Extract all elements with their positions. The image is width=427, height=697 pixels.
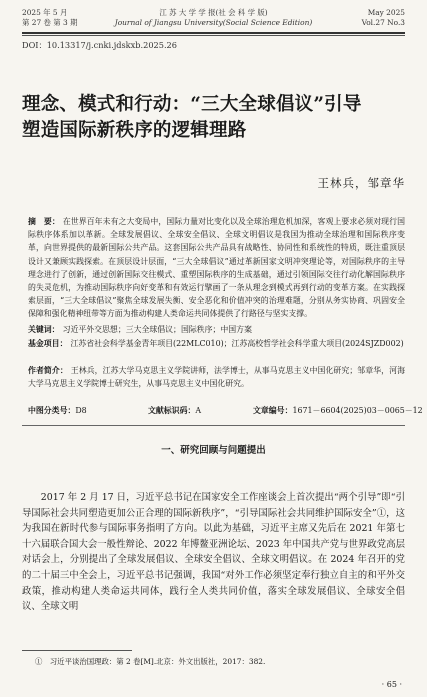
page-number: · 65 · (381, 680, 402, 689)
header-rule-thick (22, 32, 405, 34)
journal-issue-header (362, 8, 405, 28)
header-volume-en: Vol.27 No.3 (361, 18, 405, 27)
fund-project (28, 337, 405, 350)
keywords-label: 关键词： (28, 325, 60, 334)
keywords (28, 323, 405, 336)
header-rule-thin (22, 35, 405, 36)
body-paragraph: 2017 年 2 月 17 日，习近平总书记在国家安全工作座谈会上首次提出“两个引导”即“引导国际社会共同塑造更加公正合理的国际新秩序”，“引导国际社会共同维护国际安全”①，这为我国在新时代参与国际事务指明了方向。以此为基础，习近平主席又先后在 2021 年第七十六届联合国大会一般性辩论、2022 年博鳌亚洲论坛、2023 年中国共产党与世界政党高层对话会上，分别提出了全球发展倡议、全球安全倡议、全球文明倡议。在 2024 年召开的党的二十届三中全会上，习近平总书记强调，我国“对外工作必须坚定奉行独立自主的和平外交政策，推动构建人类命运共同体，践行全人类共同价值，落实全球发展倡议、全球安全倡议、全球文明 (22, 492, 405, 613)
header-volume: 第 27 卷 第 3 期 (22, 18, 78, 27)
abstract (28, 215, 405, 321)
header-date-en: May 2025 (367, 8, 405, 17)
article-number (253, 405, 423, 416)
article-value: 1671－6604(2025)03－0065－12 (292, 406, 423, 415)
doc-label: 文献标识码： (148, 406, 196, 415)
authors: 王林兵，邹章华 (317, 176, 405, 190)
article-title (22, 92, 407, 144)
clc-value: D8 (75, 406, 87, 415)
doi: DOI：10.13317/j.cnki.jdskxb.2025.26 (22, 40, 177, 50)
fund-text: 江苏省社会科学基金青年项目(22MLC010)；江苏高校哲学社会科学重大项目(2024SJZD002) (70, 339, 404, 348)
footnote-rule (22, 650, 132, 651)
clc-label: 中图分类号： (28, 406, 76, 415)
section-heading: 一、研究回顾与问题提出 (161, 445, 266, 456)
clc-number (28, 405, 87, 416)
abstract-text: 在世界百年未有之大变局中，国际力量对比变化以及全球治理危机加深，客观上要求必须对现行国际秩序体系加以革新。全球发展倡议、全球安全倡议、全球文明倡议是我国为推动全球治理和国际秩序变革，向世界提供的最新国际公共产品。这套国际公共产品具有战略性、协同性和系统性的特质，既注重顶层设计又兼顾实践探索。在顶层设计层面，“三大全球倡议”通过革新国家文明冲突理论等，对国际秩序的主导理念进行了创新，通过创新国际交往模式、重塑国际秩序的生成基础，通过引领国际交往行动化解国际秩序的失灵危机，为推动国际秩序向好变革和有效运行擘画了一条从理念到模式再到行动的变革方案。在实践探索层面，“三大全球倡议”聚焦全球发展失衡、安全恶化和价值冲突的治理难题，分别从务实协商、巩固安全保障和强化精神纽带等方面为推动构建人类命运共同体提供了行路径与坚实支撑。 (28, 217, 405, 319)
journal-name-header (90, 8, 337, 28)
abstract-label: 摘 要： (28, 217, 60, 226)
journal-date-header (22, 8, 77, 28)
fund-label: 基金项目： (28, 339, 68, 348)
doc-value: A (195, 406, 202, 415)
author-info-label: 作者简介： (28, 366, 68, 375)
footnote: ① 习近平谈治国理政：第 2 卷[M].北京：外文出版社，2017：382. (35, 657, 266, 666)
header-date: 2025 年 5 月 (22, 8, 68, 17)
article-label: 文章编号： (253, 406, 293, 415)
keywords-text: 习近平外交思想；三大全球倡议；国际秩序；中国方案 (62, 325, 252, 334)
doc-code (148, 405, 201, 416)
title-line-1: 理念、模式和行动：“三大全球倡议”引导 (22, 94, 362, 115)
header-journal-cn: 江 苏 大 学 学 报(社 会 科 学 版) (159, 8, 268, 17)
title-line-2: 塑造国际新秩序的逻辑理路 (22, 120, 247, 141)
section-divider (22, 425, 405, 426)
header-journal-en: Journal of Jiangsu University(Social Science Edition) (114, 18, 313, 27)
author-info-text: 王林兵，江苏大学马克思主义学院讲师，法学博士，从事马克思主义中国化研究；邹章华，河海大学马克思主义学院博士研究生，从事马克思主义中国化研究。 (28, 366, 405, 389)
author-info (28, 364, 405, 390)
